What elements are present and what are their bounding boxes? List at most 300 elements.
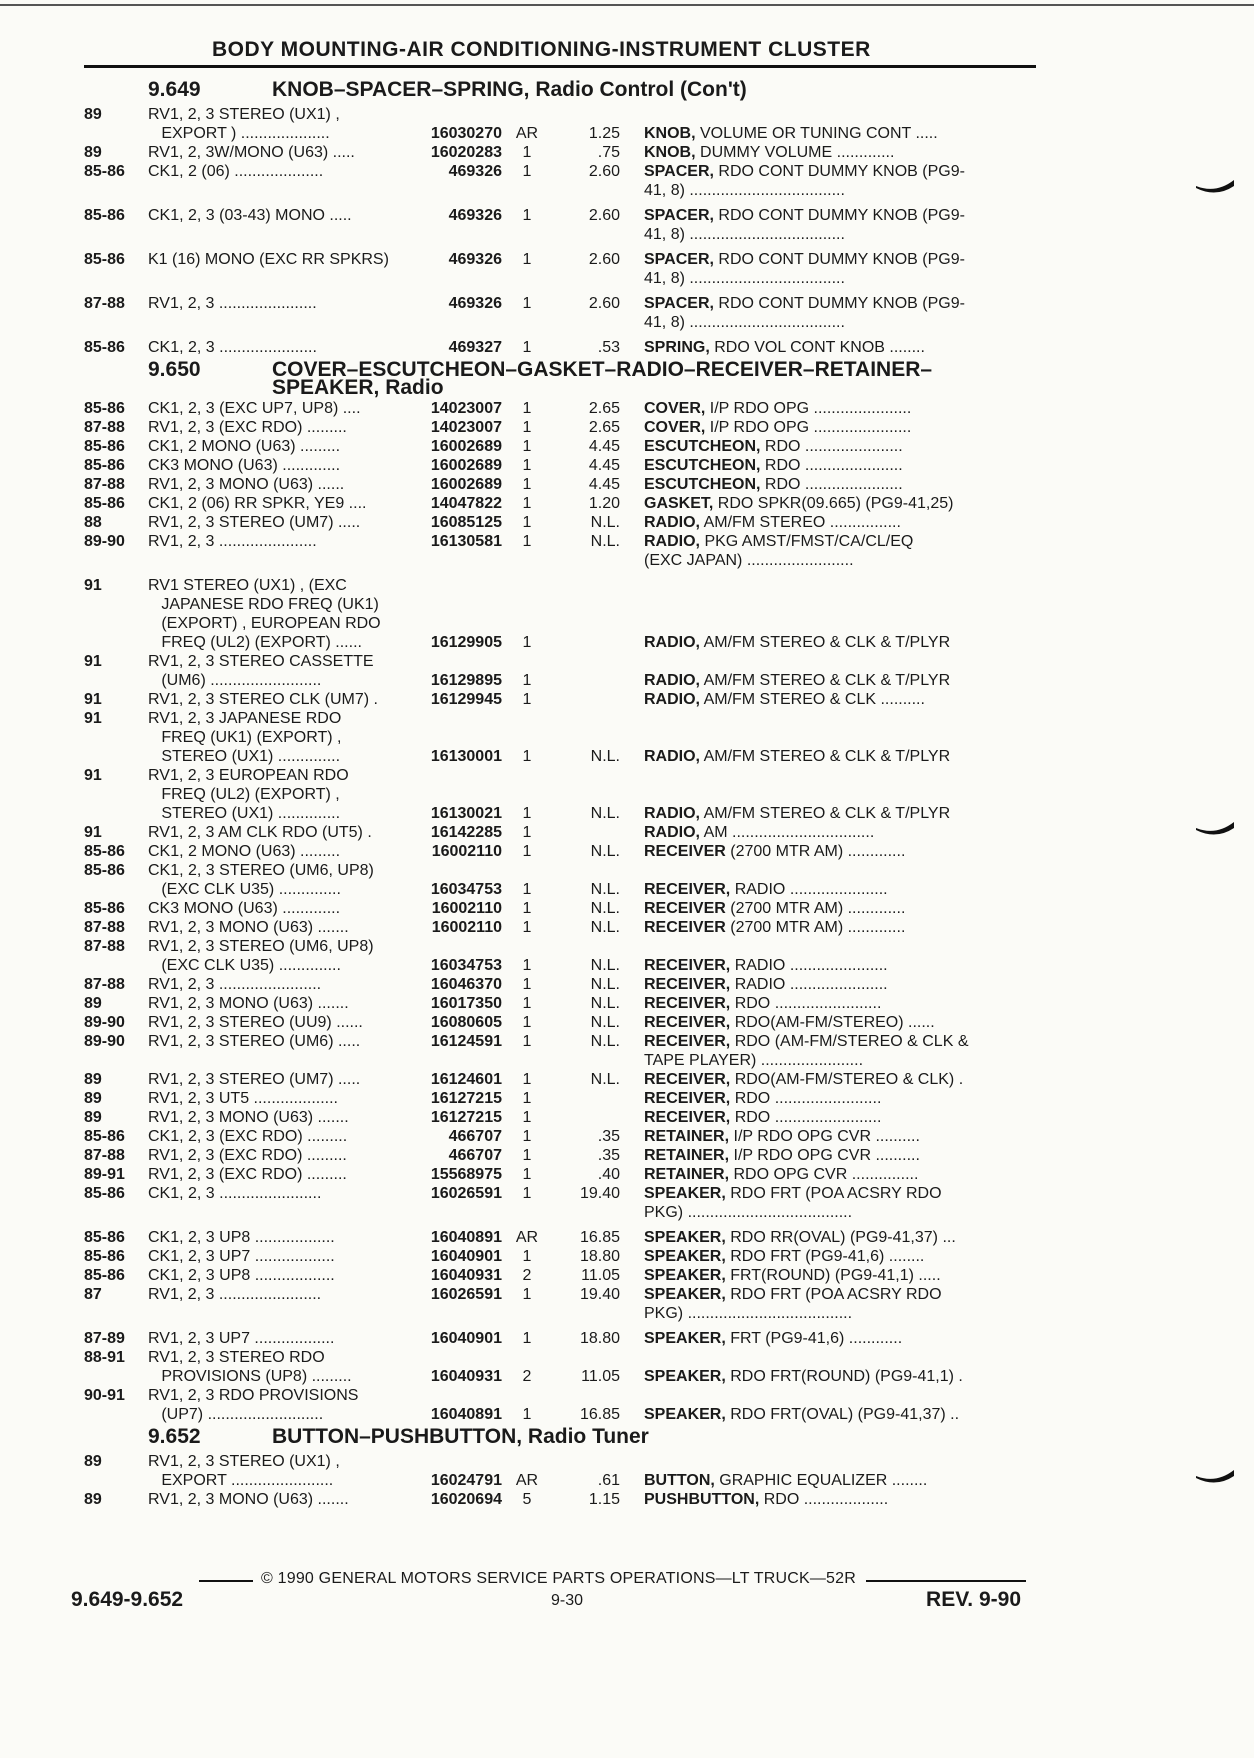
application: CK1, 2, 3 ......................	[148, 339, 317, 356]
application: RV1, 2, 3 STEREO (UM7) .....	[148, 1071, 361, 1088]
quantity: 1	[522, 339, 532, 356]
part-number: 16026591	[430, 1185, 502, 1202]
parts-row	[84, 1304, 1036, 1323]
price: N.L.	[590, 514, 620, 531]
application: JAPANESE RDO FREQ (UK1)	[148, 596, 379, 613]
part-number	[406, 652, 502, 671]
description-detail: RDO FRT (PG9-41,6) ........	[725, 1248, 925, 1265]
part-number: 14023007	[430, 400, 502, 417]
quantity: 1	[522, 1109, 532, 1126]
quantity: 1	[522, 1090, 532, 1107]
description-noun: SPEAKER,	[644, 1267, 726, 1284]
price: 1.20	[588, 495, 620, 512]
model-years: 85-86	[84, 438, 125, 455]
part-number: 16130581	[430, 533, 502, 550]
part-number: 16002110	[431, 843, 502, 860]
description-noun: RETAINER,	[644, 1166, 730, 1183]
price: 2.60	[588, 163, 620, 180]
part-number	[406, 937, 502, 956]
model-years: 87-88	[84, 938, 125, 955]
description-detail: RDO CONT DUMMY KNOB (PG9-	[713, 295, 965, 312]
quantity: AR	[515, 1229, 539, 1246]
quantity: 1	[522, 1330, 532, 1347]
application: RV1, 2, 3 STEREO (UM6, UP8)	[148, 938, 374, 955]
parts-row	[84, 1329, 1036, 1348]
price: N.L.	[590, 957, 620, 974]
description-detail: RADIO ......................	[730, 957, 888, 974]
parts-row	[84, 181, 1036, 200]
description	[644, 956, 1036, 975]
description-noun: RECEIVER	[644, 843, 726, 860]
description	[644, 181, 1036, 200]
description	[644, 937, 1036, 956]
application: RV1, 2, 3 (EXC RDO) .........	[148, 1147, 347, 1164]
description-detail: I/P RDO OPG ......................	[705, 400, 912, 417]
part-number	[406, 1452, 502, 1471]
description	[644, 456, 1036, 475]
price: 2.65	[588, 400, 620, 417]
price: 4.45	[588, 476, 620, 493]
price: .35	[597, 1147, 620, 1164]
parts-row	[84, 975, 1036, 994]
description	[644, 225, 1036, 244]
application: RV1, 2, 3 (EXC RDO) .........	[148, 419, 347, 436]
parts-row	[84, 124, 1036, 143]
model-years	[84, 181, 148, 200]
quantity: 1	[522, 1033, 532, 1050]
section-heading-continued	[84, 377, 1036, 399]
parts-row	[84, 143, 1036, 162]
quantity: 1	[522, 881, 532, 898]
part-number: 16142285	[430, 824, 502, 841]
description	[644, 994, 1036, 1013]
quantity	[502, 1386, 552, 1405]
model-years	[84, 614, 148, 633]
quantity	[502, 576, 552, 595]
price	[552, 1348, 644, 1367]
model-years	[84, 269, 148, 288]
description	[644, 899, 1036, 918]
description	[644, 766, 1036, 785]
parts-row	[84, 1089, 1036, 1108]
parts-row	[84, 823, 1036, 842]
price: N.L.	[590, 1071, 620, 1088]
description	[644, 294, 1036, 313]
description	[644, 595, 1036, 614]
parts-row	[84, 338, 1036, 357]
description	[644, 1266, 1036, 1285]
application: RV1, 2, 3 MONO (U63) ......	[148, 476, 345, 493]
description	[644, 823, 1036, 842]
quantity: 1	[522, 514, 532, 531]
description-noun: COVER,	[644, 400, 706, 417]
footer-rule-left	[199, 1580, 253, 1582]
section-number: 9.650	[148, 358, 201, 381]
parts-row	[84, 1452, 1036, 1471]
model-years: 88-91	[84, 1349, 125, 1366]
price	[552, 1089, 644, 1108]
price: 11.05	[581, 1368, 620, 1385]
description-detail: 41, 8) ...................................	[644, 270, 845, 287]
description-noun: RADIO,	[644, 514, 700, 531]
application: RV1, 2, 3 RDO PROVISIONS	[148, 1387, 359, 1404]
quantity: 1	[522, 805, 532, 822]
footer-revision: REV. 9-90	[926, 1588, 1021, 1611]
description-noun: RECEIVER,	[644, 1090, 731, 1107]
parts-row	[84, 1367, 1036, 1386]
description-noun: ESCUTCHEON,	[644, 457, 761, 474]
part-number	[406, 1051, 502, 1070]
model-years	[84, 1405, 148, 1424]
description	[644, 437, 1036, 456]
part-number	[406, 105, 502, 124]
quantity: 1	[522, 495, 532, 512]
price	[552, 823, 644, 842]
part-number: 14047822	[430, 495, 502, 512]
application: CK1, 2, 3 STEREO (UM6, UP8)	[148, 862, 374, 879]
quantity: 2	[522, 1368, 532, 1385]
application	[148, 1304, 406, 1323]
price: N.L.	[590, 1014, 620, 1031]
description-noun: RECEIVER,	[644, 881, 731, 898]
description-detail: RDO(AM-FM/STEREO) ......	[730, 1014, 935, 1031]
parts-row	[84, 956, 1036, 975]
description-noun: SPEAKER,	[644, 1368, 726, 1385]
footer-page-number: 9-30	[551, 1592, 584, 1609]
quantity	[502, 1348, 552, 1367]
quantity: 1	[522, 144, 532, 161]
model-years: 85-86	[84, 1248, 125, 1265]
description-detail: GRAPHIC EQUALIZER ........	[714, 1472, 928, 1489]
price	[552, 652, 644, 671]
description-detail: (2700 MTR AM) .............	[725, 843, 906, 860]
price	[552, 785, 644, 804]
description-detail: RDO ........................	[730, 1090, 882, 1107]
price: N.L.	[590, 881, 620, 898]
parts-row	[84, 1228, 1036, 1247]
parts-row	[84, 785, 1036, 804]
part-number: 469326	[448, 163, 502, 180]
price	[552, 937, 644, 956]
parts-row	[84, 418, 1036, 437]
price	[552, 614, 644, 633]
application: CK1, 2 MONO (U63) .........	[148, 843, 341, 860]
parts-row	[84, 532, 1036, 551]
section-title-text: COVER–ESCUTCHEON–GASKET–RADIO–RECEIVER–RETAINER–	[272, 358, 933, 381]
model-years: 89	[84, 1453, 102, 1470]
description	[644, 1329, 1036, 1348]
footer-copyright: © 1990 GENERAL MOTORS SERVICE PARTS OPERATIONS—LT TRUCK—52R	[261, 1570, 857, 1587]
description-detail: I/P RDO OPG CVR ..........	[729, 1128, 920, 1145]
parts-row	[84, 899, 1036, 918]
description	[644, 576, 1036, 595]
quantity	[502, 551, 552, 570]
description-detail: RDO RR(OVAL) (PG9-41,37) ...	[725, 1229, 956, 1246]
description	[644, 633, 1036, 652]
description-noun: RECEIVER,	[644, 1033, 731, 1050]
quantity: 1	[522, 400, 532, 417]
parts-row	[84, 269, 1036, 288]
price	[552, 595, 644, 614]
model-years	[84, 633, 148, 652]
part-number: 16026591	[430, 1286, 502, 1303]
part-number	[406, 551, 502, 570]
description	[644, 1471, 1036, 1490]
description	[644, 418, 1036, 437]
description-detail: VOLUME OR TUNING CONT .....	[695, 125, 938, 142]
parts-row	[84, 747, 1036, 766]
application: (EXC CLK U35) ..............	[148, 881, 341, 898]
price	[552, 269, 644, 288]
price: 16.85	[579, 1229, 620, 1246]
description	[644, 105, 1036, 124]
quantity: 1	[522, 1406, 532, 1423]
description-detail: RDO ........................	[730, 1109, 882, 1126]
description-noun: GASKET,	[644, 495, 714, 512]
quantity: 1	[522, 1014, 532, 1031]
parts-row	[84, 1471, 1036, 1490]
application: CK1, 2 (06) ....................	[148, 163, 324, 180]
quantity: 2	[522, 1267, 532, 1284]
quantity	[502, 595, 552, 614]
description	[644, 652, 1036, 671]
price	[552, 671, 644, 690]
part-number	[406, 225, 502, 244]
quantity: AR	[515, 125, 539, 142]
part-number: 16002689	[430, 476, 502, 493]
application: (UM6) .........................	[148, 672, 322, 689]
description	[644, 1108, 1036, 1127]
model-years: 91	[84, 767, 102, 784]
description-noun: SPACER,	[644, 295, 714, 312]
price: N.L.	[590, 533, 620, 550]
model-years: 85-86	[84, 339, 125, 356]
quantity: 1	[522, 824, 532, 841]
model-years: 91	[84, 710, 102, 727]
description-detail: 41, 8) ...................................	[644, 182, 845, 199]
application: RV1, 2, 3 MONO (U63) .......	[148, 919, 349, 936]
price: .40	[597, 1166, 620, 1183]
description	[644, 1285, 1036, 1304]
parts-row	[84, 250, 1036, 269]
part-number	[406, 1304, 502, 1323]
description	[644, 1127, 1036, 1146]
application: CK1, 2, 3 .......................	[148, 1185, 322, 1202]
description-noun: RADIO,	[644, 672, 700, 689]
description-detail: AM/FM STEREO & CLK & T/PLYR	[700, 748, 951, 765]
part-number: 469326	[448, 295, 502, 312]
quantity	[502, 181, 552, 200]
parts-row	[84, 690, 1036, 709]
price: 19.40	[579, 1286, 620, 1303]
part-number	[406, 595, 502, 614]
part-number	[406, 614, 502, 633]
quantity	[502, 1051, 552, 1070]
parts-row	[84, 1013, 1036, 1032]
application: RV1, 2, 3 (EXC RDO) .........	[148, 1166, 347, 1183]
binder-hole-mark	[1194, 180, 1236, 196]
application: RV1 STEREO (UX1) , (EXC	[148, 577, 347, 594]
quantity: 1	[522, 919, 532, 936]
description-noun: RADIO,	[644, 805, 700, 822]
quantity: 1	[522, 634, 532, 651]
quantity: 1	[522, 251, 532, 268]
parts-row	[84, 399, 1036, 418]
price: N.L.	[590, 1033, 620, 1050]
quantity	[502, 709, 552, 728]
description-noun: SPACER,	[644, 207, 714, 224]
price: N.L.	[590, 748, 620, 765]
parts-row	[84, 1405, 1036, 1424]
description-detail: RDO OPG CVR ...............	[729, 1166, 919, 1183]
description	[644, 250, 1036, 269]
parts-row	[84, 437, 1036, 456]
part-number: 16127215	[430, 1090, 502, 1107]
price: N.L.	[590, 976, 620, 993]
price: N.L.	[590, 995, 620, 1012]
price	[552, 105, 644, 124]
parts-row	[84, 1490, 1036, 1509]
description	[644, 1070, 1036, 1089]
application: K1 (16) MONO (EXC RR SPKRS)	[148, 251, 389, 268]
application: RV1, 2, 3 UP7 ..................	[148, 1330, 335, 1347]
parts-row	[84, 595, 1036, 614]
description-noun: RADIO,	[644, 824, 700, 841]
description	[644, 1165, 1036, 1184]
application: RV1, 2, 3 MONO (U63) .......	[148, 995, 349, 1012]
part-number: 469326	[448, 251, 502, 268]
model-years: 85-86	[84, 862, 125, 879]
description-detail: RDO CONT DUMMY KNOB (PG9-	[713, 251, 965, 268]
price: 4.45	[588, 438, 620, 455]
model-years	[84, 804, 148, 823]
part-number: 16129895	[430, 672, 502, 689]
price: 18.80	[579, 1330, 620, 1347]
price	[552, 1108, 644, 1127]
part-number: 16130001	[430, 748, 502, 765]
quantity: 1	[522, 1166, 532, 1183]
model-years: 89-90	[84, 1014, 125, 1031]
price: 1.25	[588, 125, 620, 142]
description	[644, 1089, 1036, 1108]
model-years	[84, 785, 148, 804]
top-rule	[0, 4, 1254, 6]
parts-row	[84, 576, 1036, 595]
section-title	[272, 79, 1036, 105]
description	[644, 494, 1036, 513]
parts-row	[84, 1266, 1036, 1285]
part-number: 16040901	[430, 1330, 502, 1347]
model-years	[84, 747, 148, 766]
model-years: 89	[84, 106, 102, 123]
part-number: 16002689	[430, 438, 502, 455]
part-number: 16124591	[430, 1033, 502, 1050]
part-number	[406, 785, 502, 804]
price: .75	[597, 144, 620, 161]
price	[552, 709, 644, 728]
description	[644, 532, 1036, 551]
model-years	[84, 1367, 148, 1386]
application: RV1, 2, 3 .......................	[148, 1286, 322, 1303]
section-number: 9.652	[148, 1425, 201, 1448]
description-detail: RDO ......................	[760, 438, 903, 455]
part-number: 16002110	[431, 900, 502, 917]
application	[148, 269, 406, 288]
application: RV1, 2, 3 STEREO CLK (UM7) .	[148, 691, 378, 708]
parts-row	[84, 105, 1036, 124]
parts-row	[84, 1108, 1036, 1127]
model-years: 88	[84, 514, 102, 531]
description-detail: TAPE PLAYER) .......................	[644, 1052, 864, 1069]
price	[552, 313, 644, 332]
description-noun: SPRING,	[644, 339, 710, 356]
price: 2.60	[588, 207, 620, 224]
model-years: 87	[84, 1286, 102, 1303]
application: FREQ (UK1) (EXPORT) ,	[148, 729, 342, 746]
application: CK1, 2, 3 UP8 ..................	[148, 1267, 335, 1284]
model-years	[84, 671, 148, 690]
quantity: AR	[515, 1472, 539, 1489]
model-years: 89-91	[84, 1166, 125, 1183]
model-years	[84, 956, 148, 975]
section-title-line2: SPEAKER, Radio	[272, 376, 444, 399]
quantity: 1	[522, 843, 532, 860]
description	[644, 1247, 1036, 1266]
part-number: 14023007	[430, 419, 502, 436]
model-years: 87-88	[84, 476, 125, 493]
part-number: 466707	[448, 1128, 502, 1145]
quantity	[502, 861, 552, 880]
application: RV1, 2, 3 EUROPEAN RDO	[148, 767, 349, 784]
description	[644, 1386, 1036, 1405]
quantity: 1	[522, 163, 532, 180]
description-noun: RADIO,	[644, 533, 700, 550]
model-years: 89	[84, 1491, 102, 1508]
description	[644, 709, 1036, 728]
part-number: 16127215	[430, 1109, 502, 1126]
description-noun: KNOB,	[644, 125, 696, 142]
description-detail: RADIO ......................	[730, 976, 888, 993]
part-number	[406, 313, 502, 332]
section-title-suffix: (Con't)	[680, 78, 747, 101]
description-noun: SPEAKER,	[644, 1248, 726, 1265]
part-number	[406, 861, 502, 880]
description	[644, 1184, 1036, 1203]
description-detail: 41, 8) ...................................	[644, 314, 845, 331]
parts-row	[84, 1127, 1036, 1146]
part-number: 16002689	[430, 457, 502, 474]
model-years: 87-88	[84, 419, 125, 436]
binder-hole-mark	[1194, 1470, 1236, 1486]
parts-row	[84, 728, 1036, 747]
model-years: 85-86	[84, 843, 125, 860]
parts-row	[84, 1146, 1036, 1165]
parts-row	[84, 709, 1036, 728]
price	[552, 551, 644, 570]
description	[644, 1452, 1036, 1471]
description-noun: ESCUTCHEON,	[644, 476, 761, 493]
part-number	[406, 1203, 502, 1222]
part-number: 16085125	[430, 514, 502, 531]
application: RV1, 2, 3 STEREO (UM6) .....	[148, 1033, 361, 1050]
description	[644, 338, 1036, 357]
part-number: 15568975	[430, 1166, 502, 1183]
part-number: 16046370	[430, 976, 502, 993]
quantity: 1	[522, 672, 532, 689]
price: .53	[597, 339, 620, 356]
parts-row	[84, 1051, 1036, 1070]
model-years: 89-90	[84, 1033, 125, 1050]
